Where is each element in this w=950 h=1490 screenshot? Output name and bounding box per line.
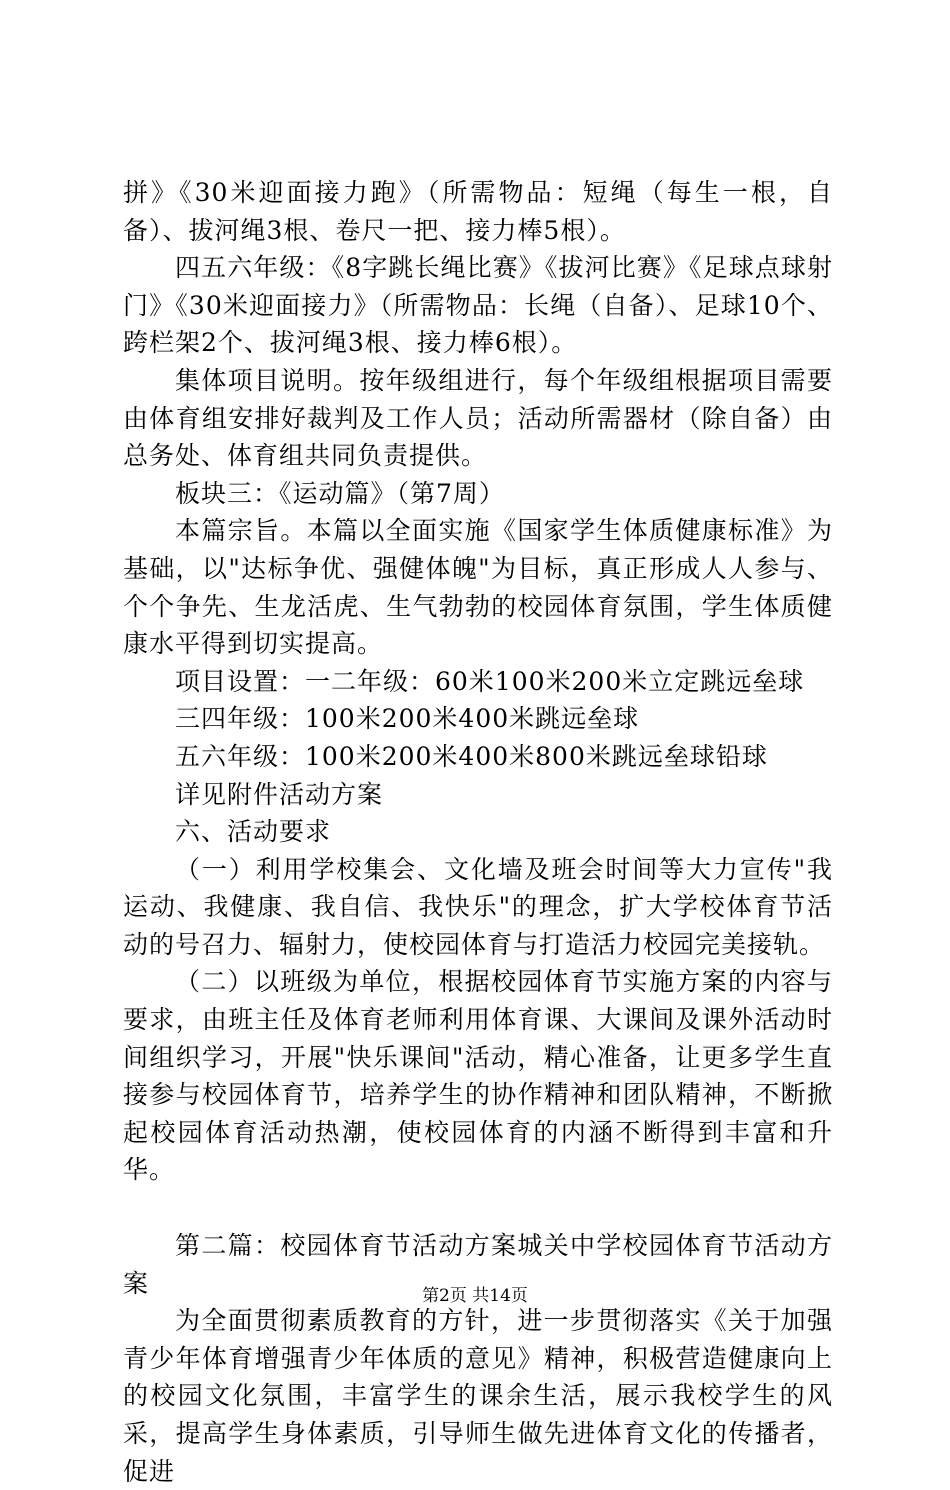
page-number-footer: 第2页 共14页 xyxy=(422,1286,528,1306)
paragraph-items-grade-56: 五六年级：100米200米400米800米跳远垒球铅球 xyxy=(175,741,768,771)
paragraph-requirement-one: （一）利用学校集会、文化墙及班会时间等大力宣传"我运动、我健康、我自信、我快乐"的理念，扩大学校体育节活动的号召力、辐射力，使校园体育与打造活力校园完美接轨。 xyxy=(123,854,833,959)
section-heading-block-three: 板块三：《运动篇》（第7周） xyxy=(175,478,505,508)
paragraph-items-grade-34: 三四年级：100米200米400米跳远垒球 xyxy=(175,704,640,734)
paragraph-requirement-two: （二）以班级为单位，根据校园体育节实施方案的内容与要求，由班主任及体育老师利用体育课、大课间及课外活动时间组织学习，开展"快乐课间"活动，精心准备，让更多学生直接参与校园体育节，培养学生的协作精神和团队精神，不断掀起校园体育活动热潮，使校园体育的内涵不断得到丰富和升华。 xyxy=(123,967,833,1185)
paragraph-grade-456-items: 四五六年级：《8字跳长绳比赛》《拔河比赛》《足球点球射门》《30米迎面接力》（所需物品：长绳（自备）、足球10个、跨栏架2个、拔河绳3根、接力棒6根）。 xyxy=(123,253,833,358)
paragraph-grade-123-items: 拼》《30米迎面接力跑》（所需物品：短绳（每生一根，自备）、拔河绳3根、卷尺一把、接力棒5根）。 xyxy=(123,178,833,245)
paragraph-group-notes: 集体项目说明。按年级组进行，每个年级组根据项目需要由体育组安排好裁判及工作人员；活动所需器材（除自备）由总务处、体育组共同负责提供。 xyxy=(123,365,833,471)
paragraph-items-grade-12: 项目设置：一二年级：60米100米200米立定跳远垒球 xyxy=(175,666,805,696)
section-heading-requirements: 六、活动要求 xyxy=(175,817,332,847)
paragraph-spacer xyxy=(123,1189,833,1227)
paragraph-purpose: 本篇宗旨。本篇以全面实施《国家学生体质健康标准》为基础，以"达标争优、强健体魄"为目标，真正形成人人参与、个个争先、生龙活虎、生气勃勃的校园体育氛围，学生体质健康水平得到切实提高。 xyxy=(123,516,833,659)
section-heading-part-two: 第二篇：校园体育节活动方案城关中学校园体育节活动方案 xyxy=(123,1231,833,1298)
paragraph-intro-part-two: 为全面贯彻素质教育的方针，进一步贯彻落实《关于加强青少年体育增强青少年体质的意见》精神，积极营造健康向上的校园文化氛围，丰富学生的课余生活，展示我校学生的风采，提高学生身体素质，引导师生做先进体育文化的传播者，促进 xyxy=(123,1306,833,1486)
paragraph-see-attachment: 详见附件活动方案 xyxy=(175,779,384,809)
